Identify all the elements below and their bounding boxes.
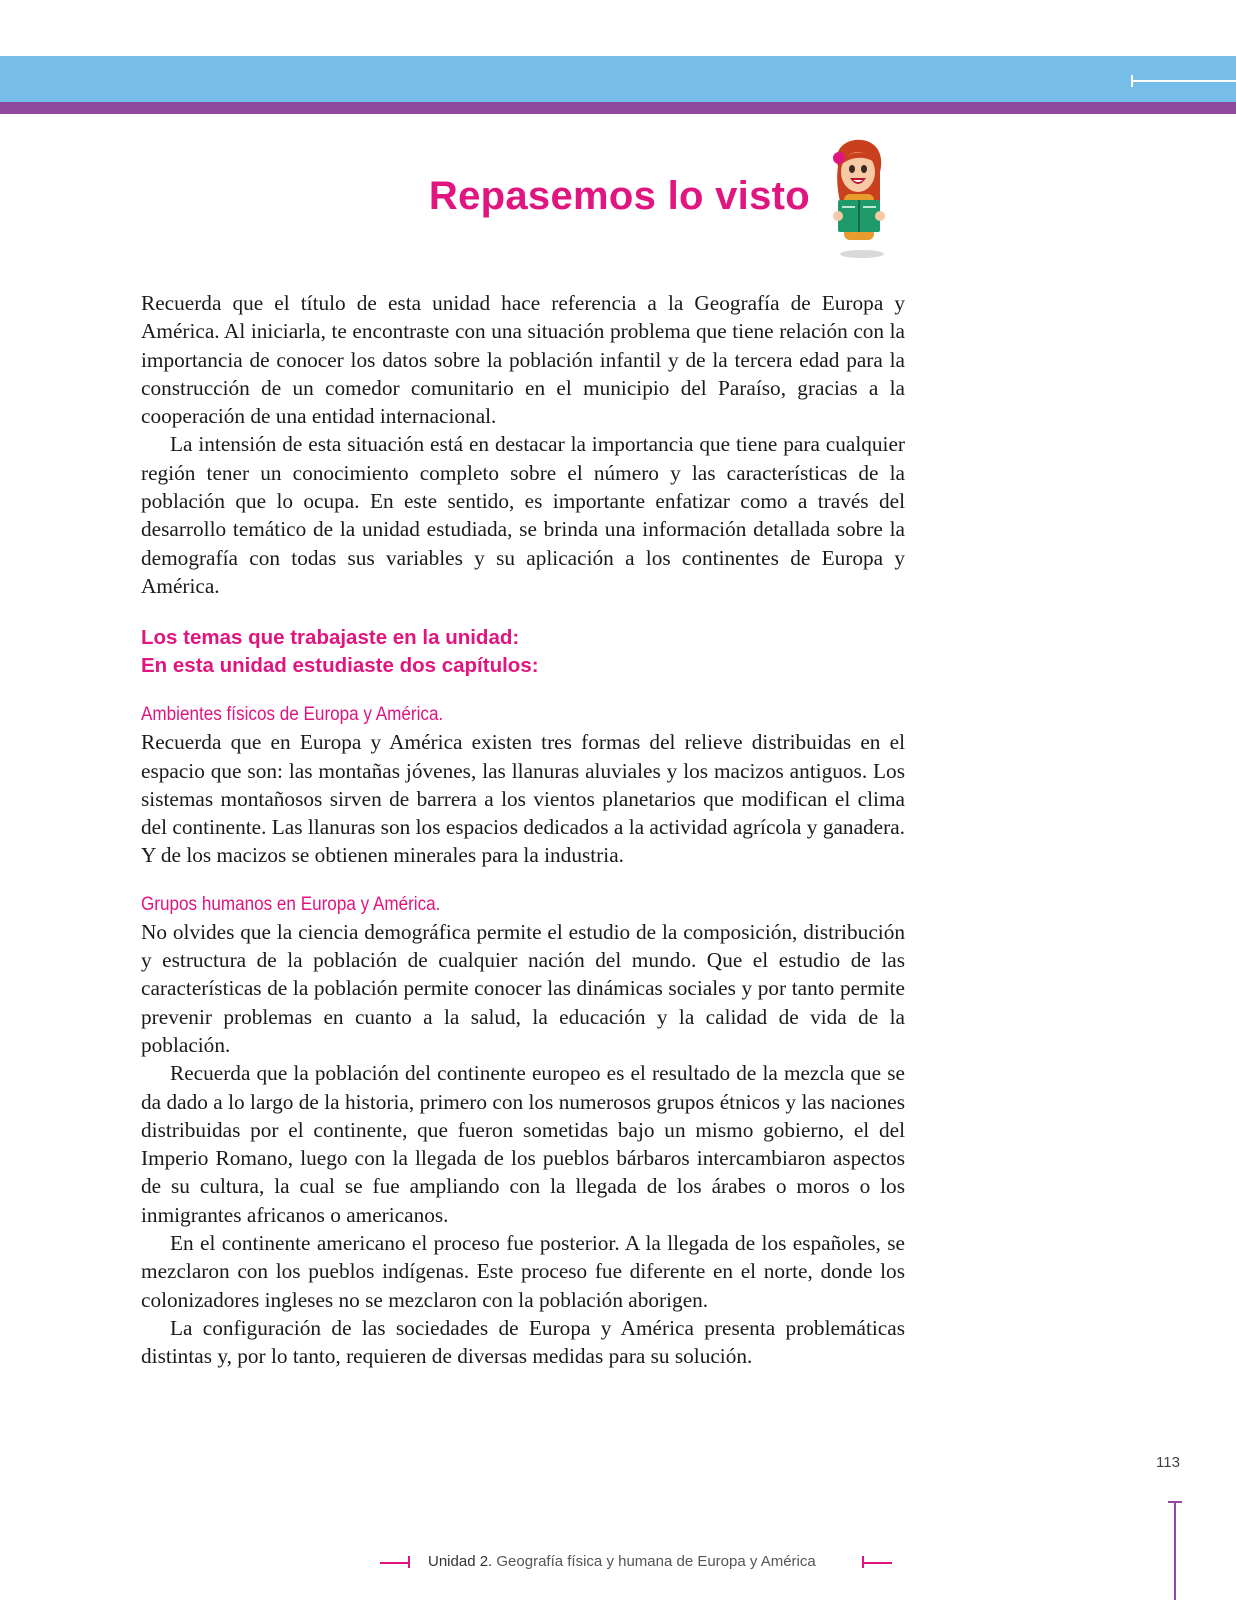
main-content	[141, 289, 905, 1371]
margin-rule-cap	[1168, 1501, 1182, 1503]
footer-rule-left-cap	[408, 1556, 410, 1568]
margin-rule	[1174, 1501, 1176, 1600]
chapter-2-paragraph: En el continente americano el proceso fue posterior. A la llegada de los españoles, se mezclaron con los pueblos indígenas. Este proceso fue diferente en el norte, donde los colonizadores ingleses no se mezclaron con la población aborigen.	[141, 1231, 905, 1312]
chapter-1-title: Ambientes físicos de Europa y América.	[141, 704, 444, 726]
footer-rule-left	[380, 1562, 410, 1564]
header-rule-cap	[1131, 75, 1133, 87]
header-stripe	[0, 102, 1236, 114]
header-band	[0, 56, 1236, 102]
intro-paragraph: Recuerda que el título de esta unidad hace referencia a la Geografía de Europa y América. Al iniciarla, te encontraste con una situación problema que tiene relación con la importancia de conocer los datos sobre la población infantil y de la tercera edad para la construcción de un comedor comunitario en el municipio del Paraíso, gracias a la cooperación de una entidad internacional.	[141, 291, 905, 429]
girl-reading-book-icon	[826, 136, 894, 260]
header-rule	[1131, 80, 1236, 82]
chapter-2-paragraph: La configuración de las sociedades de Europa y América presenta problemáticas distintas y, por lo tanto, requieren de diversas medidas para su solución.	[141, 1315, 905, 1369]
footer-text	[428, 1553, 816, 1570]
topics-heading: Los temas que trabajaste en la unidad:	[141, 626, 520, 650]
footer	[380, 1551, 892, 1575]
footer-rule-right	[862, 1562, 892, 1564]
chapter-2-title: Grupos humanos en Europa y América.	[141, 893, 441, 915]
chapter-2-paragraph: No olvides que la ciencia demográfica permite el estudio de la composición, distribución y estructura de la población de cualquier nación del mundo. Que el estudio de las características de la población permite conocer las dinámicas sociales y por tanto permite prevenir problemas en cuanto a la salud, la educación y la calidad de vida de la población.	[141, 919, 905, 1057]
chapter-2-paragraph: Recuerda que la población del continente europeo es el resultado de la mezcla que se da dado a lo largo de la historia, primero con los numerosos grupos étnicos y las naciones distribuidas por el continente, que fueron sometidas bajo un mismo gobierno, el del Imperio Romano, luego con la llegada de los pueblos bárbaros intercambiaron aspectos de su cultura, la cual se fue ampliando con la llegada de los árabes o moros o los inmigrantes africanos o americanos.	[141, 1061, 905, 1227]
page-number: 113	[1156, 1454, 1180, 1471]
intro-paragraph: La intensión de esta situación está en destacar la importancia que tiene para cualquier región tener un conocimiento completo sobre el número y las características de la población que lo ocupa. En este sentido, es importante enfatizar como a través del desarrollo temático de la unidad estudiada, se brinda una información detallada sobre la demografía con todas sus variables y su aplicación a los continentes de Europa y América.	[141, 432, 905, 598]
page-title: Repasemos lo visto	[428, 174, 810, 218]
footer-unit-title: Geografía física y humana de Europa y América	[496, 1553, 816, 1570]
chapters-heading: En esta unidad estudiaste dos capítulos:	[141, 654, 539, 678]
footer-unit-label: Unidad 2.	[428, 1553, 493, 1570]
chapter-1-paragraph: Recuerda que en Europa y América existen tres formas del relieve distribuidas en el espacio que son: las montañas jóvenes, las llanuras aluviales y los macizos antiguos. Los sistemas montañosos sirven de barrera a los vientos planetarios que modifican el clima del continente. Las llanuras son los espacios dedicados a la actividad agrícola y ganadera. Y de los macizos se obtienen minerales para la industria.	[141, 730, 905, 868]
